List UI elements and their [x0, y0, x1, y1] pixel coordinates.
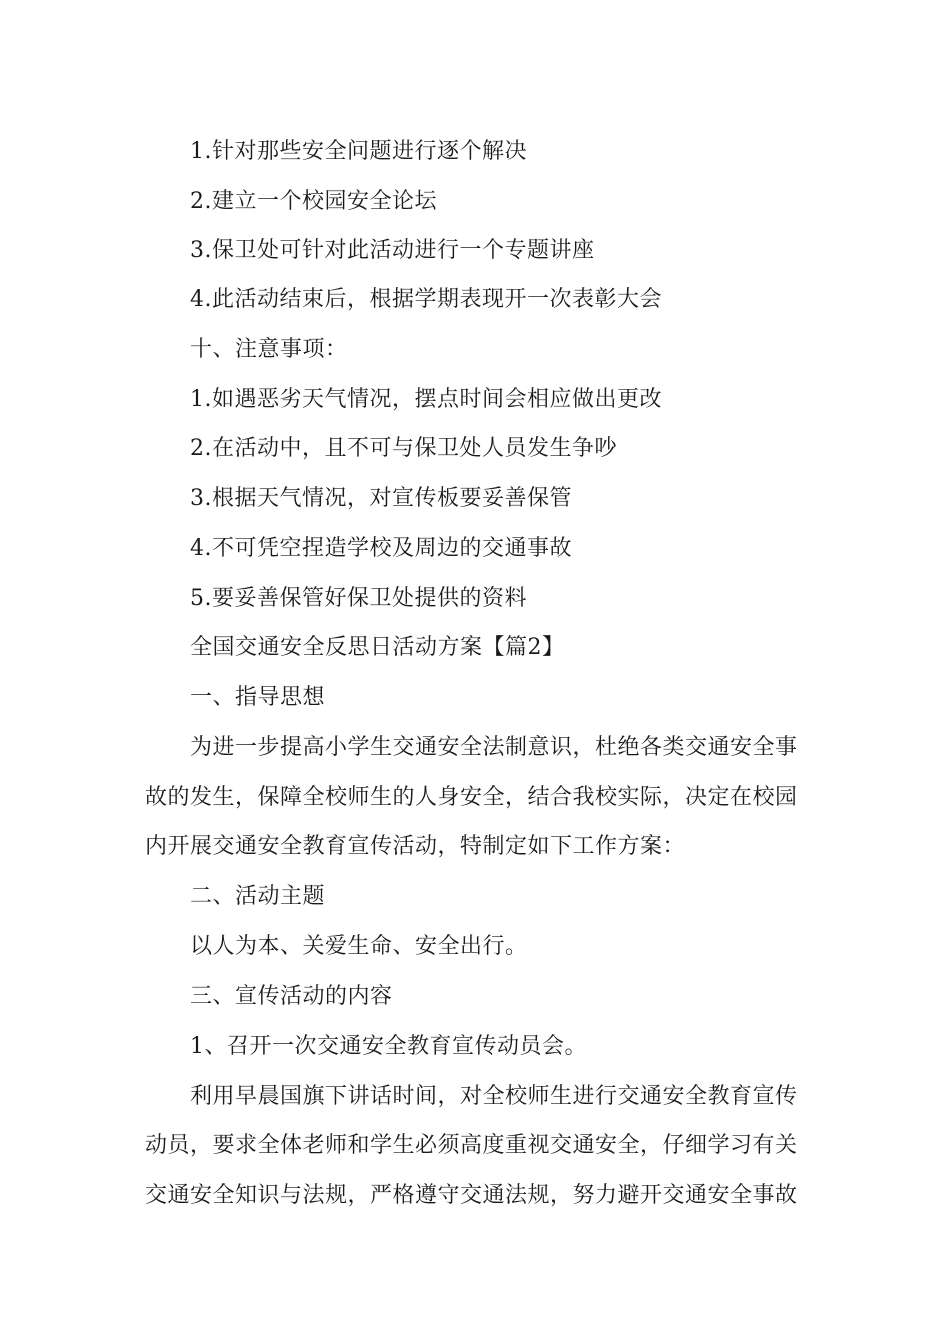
list-item: 4.此活动结束后，根据学期表现开一次表彰大会 — [190, 287, 662, 312]
document-title: 全国交通安全反思日活动方案【篇2】 — [190, 635, 565, 660]
list-item: 2.在活动中，且不可与保卫处人员发生争吵 — [190, 436, 617, 461]
list-item: 1.针对那些安全问题进行逐个解决 — [190, 139, 527, 164]
list-item: 3.根据天气情况，对宣传板要妥善保管 — [190, 486, 572, 511]
paragraph-line: 故的发生，保障全校师生的人身安全，结合我校实际，决定在校园 — [145, 785, 798, 810]
section-heading: 三、宣传活动的内容 — [190, 984, 393, 1009]
list-item: 1、召开一次交通安全教育宣传动员会。 — [190, 1034, 587, 1059]
section-heading: 二、活动主题 — [190, 884, 326, 909]
section-heading: 十、注意事项： — [190, 337, 348, 362]
paragraph-line: 动员，要求全体老师和学生必须高度重视交通安全，仔细学习有关 — [145, 1133, 798, 1158]
list-item: 1.如遇恶劣天气情况，摆点时间会相应做出更改 — [190, 387, 662, 412]
list-item: 4.不可凭空捏造学校及周边的交通事故 — [190, 536, 572, 561]
section-heading: 一、指导思想 — [190, 685, 326, 710]
list-item: 3.保卫处可针对此活动进行一个专题讲座 — [190, 238, 595, 263]
paragraph-line: 以人为本、关爱生命、安全出行。 — [190, 934, 528, 959]
paragraph-line: 利用早晨国旗下讲话时间，对全校师生进行交通安全教育宣传 — [190, 1084, 798, 1109]
paragraph-line: 交通安全知识与法规，严格遵守交通法规，努力避开交通安全事故 — [145, 1183, 798, 1208]
paragraph-line: 为进一步提高小学生交通安全法制意识，杜绝各类交通安全事 — [190, 735, 798, 760]
paragraph-line: 内开展交通安全教育宣传活动，特制定如下工作方案： — [145, 834, 686, 859]
list-item: 2.建立一个校园安全论坛 — [190, 189, 437, 214]
list-item: 5.要妥善保管好保卫处提供的资料 — [190, 586, 527, 611]
